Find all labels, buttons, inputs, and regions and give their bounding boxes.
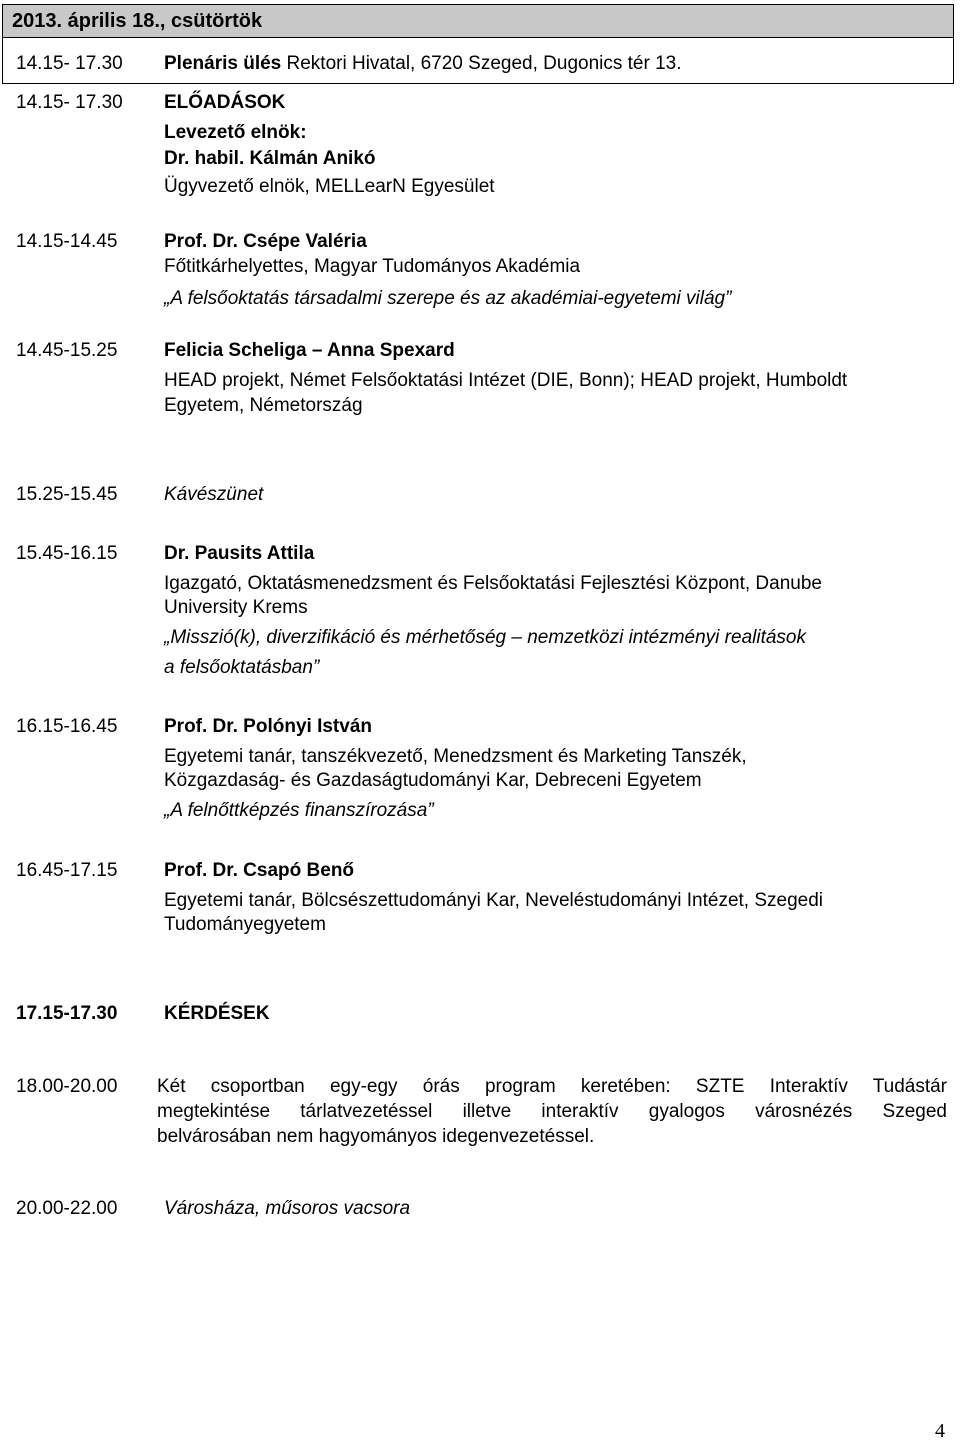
- plenary-title: Plenáris ülés: [164, 53, 282, 74]
- talk5-time: 16.45-17.15: [16, 860, 118, 881]
- talk2-time: 14.45-15.25: [16, 340, 118, 361]
- talk4-affiliation-line1: Egyetemi tanár, tanszékvezető, Menedzsment és Marketing Tanszék,: [164, 746, 747, 767]
- talk1-title: „A felsőoktatás társadalmi szerepe és az akadémiai-egyetemi világ”: [164, 288, 732, 309]
- talk2-affiliation-line2: Egyetem, Németország: [164, 395, 363, 416]
- chair-name: Dr. habil. Kálmán Anikó: [164, 148, 376, 169]
- talk5-affiliation-line2: Tudományegyetem: [164, 914, 326, 935]
- break-label: Kávészünet: [164, 484, 264, 505]
- lectures-heading: ELŐADÁSOK: [164, 92, 286, 113]
- talk1-speaker: Prof. Dr. Csépe Valéria: [164, 231, 367, 252]
- program-time: 18.00-20.00: [16, 1076, 118, 1097]
- plenary-place: Rektori Hivatal, 6720 Szeged, Dugonics tér 13.: [281, 53, 682, 74]
- talk3-time: 15.45-16.15: [16, 543, 118, 564]
- talk4-time: 16.15-16.45: [16, 716, 118, 737]
- program-line2: megtekintése tárlatvezetéssel illetve interaktív gyalogos városnézés Szeged: [157, 1101, 947, 1122]
- talk1-affiliation: Főtitkárhelyettes, Magyar Tudományos Akadémia: [164, 256, 581, 277]
- talk3-title-line2: a felsőoktatásban”: [164, 657, 320, 678]
- talk5-speaker: Prof. Dr. Csapó Benő: [164, 860, 355, 881]
- talk2-speaker: Felicia Scheliga – Anna Spexard: [164, 340, 455, 361]
- dinner-label: Városháza, műsoros vacsora: [164, 1198, 411, 1219]
- talk3-title-line1: „Misszió(k), diverzifikáció és mérhetőség – nemzetközi intézményi realitások: [164, 627, 807, 648]
- talk5-affiliation-line1: Egyetemi tanár, Bölcsészettudományi Kar, Neveléstudományi Intézet, Szegedi: [164, 890, 824, 911]
- chair-role: Ügyvezető elnök, MELLearN Egyesület: [164, 176, 495, 197]
- talk3-speaker: Dr. Pausits Attila: [164, 543, 315, 564]
- questions-time: 17.15-17.30: [16, 1003, 118, 1024]
- talk4-affiliation-line2: Közgazdaság- és Gazdaságtudományi Kar, Debreceni Egyetem: [164, 770, 702, 791]
- talk4-speaker: Prof. Dr. Polónyi István: [164, 716, 372, 737]
- program-line3: belvárosában nem hagyományos idegenvezetéssel.: [157, 1126, 595, 1147]
- lectures-time: 14.15- 17.30: [16, 92, 123, 113]
- break-time: 15.25-15.45: [16, 484, 118, 505]
- plenary-line: [164, 53, 682, 75]
- talk4-title: „A felnőttképzés finanszírozása”: [164, 800, 434, 821]
- questions-label: KÉRDÉSEK: [164, 1003, 270, 1024]
- talk1-time: 14.15-14.45: [16, 231, 118, 252]
- talk3-affiliation-line1: Igazgató, Oktatásmenedzsment és Felsőoktatási Fejlesztési Központ, Danube: [164, 573, 822, 594]
- chair-label: Levezető elnök:: [164, 122, 307, 143]
- dinner-time: 20.00-22.00: [16, 1198, 118, 1219]
- plenary-time: 14.15- 17.30: [16, 53, 123, 74]
- talk3-affiliation-line2: University Krems: [164, 597, 308, 618]
- talk2-affiliation-line1: HEAD projekt, Német Felsőoktatási Intézet (DIE, Bonn); HEAD projekt, Humboldt: [164, 370, 848, 391]
- program-line1: Két csoportban egy-egy órás program keretében: SZTE Interaktív Tudástár: [157, 1076, 947, 1097]
- date-header: 2013. április 18., csütörtök: [12, 10, 263, 32]
- page-number: 4: [935, 1420, 945, 1442]
